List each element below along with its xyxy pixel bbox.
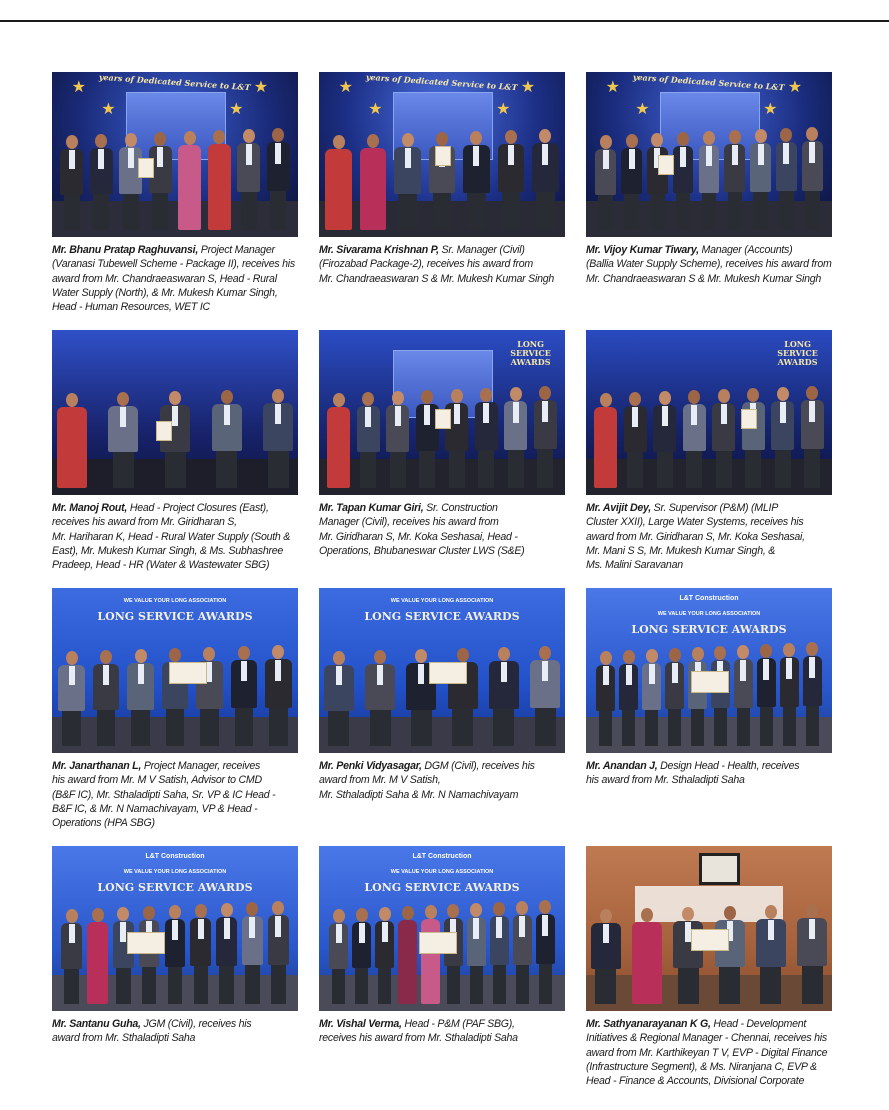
person	[93, 650, 120, 746]
stage-banner: LONG SERVICE AWARDS	[364, 610, 520, 624]
caption-line: Mr. Giridharan S, Mr. Koka Seshasai, Head -	[319, 530, 518, 543]
award-card	[586, 330, 832, 588]
person	[724, 130, 745, 230]
caption-line: his award from Mr. M V Satish, Advisor to CMD	[52, 774, 262, 787]
award-card	[586, 846, 832, 1104]
award-card	[319, 846, 565, 1104]
person	[416, 390, 439, 488]
person	[712, 389, 735, 488]
award-card	[319, 588, 565, 846]
award-card	[52, 330, 298, 588]
person	[624, 392, 647, 488]
stage-banner: years of Dedicated Service to L&T	[98, 72, 252, 93]
person	[263, 389, 293, 488]
award-plaque	[429, 662, 467, 684]
person	[445, 389, 468, 488]
person	[688, 647, 707, 746]
person	[771, 387, 794, 488]
award-plaque	[741, 409, 757, 429]
person	[673, 132, 694, 230]
award-plaque	[658, 155, 674, 175]
award-photo	[52, 72, 298, 237]
person	[489, 647, 519, 746]
person	[57, 393, 87, 488]
award-photo	[52, 846, 298, 1011]
award-caption	[52, 243, 298, 314]
person	[647, 133, 668, 230]
person	[178, 131, 201, 230]
person	[444, 904, 463, 1004]
caption-line: Design Head - Health, receives	[660, 760, 800, 772]
person	[475, 388, 498, 488]
star-icon: ★	[763, 100, 778, 118]
caption-line: DGM (Civil), receives his	[424, 760, 535, 772]
award-caption	[586, 501, 832, 572]
award-photo	[586, 588, 832, 753]
person	[803, 642, 822, 746]
lt-logo: L&T Construction	[412, 852, 472, 860]
person	[715, 906, 745, 1004]
group-of-people	[586, 128, 832, 230]
award-plaque	[691, 929, 729, 951]
lt-logo: L&T Construction	[679, 594, 739, 602]
award-card	[319, 72, 565, 330]
person	[267, 128, 290, 230]
award-card	[52, 72, 298, 330]
awardee-name: Mr. Bhanu Pratap Raghuvansi,	[52, 244, 199, 256]
group-of-people	[52, 386, 298, 488]
person	[780, 643, 799, 746]
star-icon: ★	[338, 79, 354, 97]
caption-line: Water Supply (North), & Mr. Mukesh Kumar Singh,	[52, 286, 278, 299]
award-caption	[319, 501, 565, 558]
caption-line: award from Mr. M V Satish,	[319, 774, 441, 787]
awardee-name: Mr. Anandan J,	[586, 760, 658, 772]
caption-line: Project Manager, receives	[143, 760, 261, 772]
caption-line: award from Mr. Giridharan S, Mr. Koka Seshasai,	[586, 530, 805, 543]
banner-tagline: WE VALUE YOUR LONG ASSOCIATION	[123, 597, 227, 604]
person	[212, 390, 242, 488]
stage-banner: LONG SERVICE AWARDS	[97, 610, 253, 624]
photo-grid	[52, 72, 832, 1104]
person	[536, 900, 555, 1004]
caption-line: Head - P&M (PAF SBG),	[404, 1018, 515, 1030]
award-plaque	[691, 671, 729, 693]
star-icon: ★	[101, 100, 116, 118]
person	[699, 131, 720, 230]
person	[329, 909, 348, 1004]
award-photo	[319, 72, 565, 237]
award-card	[52, 588, 298, 846]
caption-line: (Infrastructure Segment), & Ms. Niranjana C, EVP &	[586, 1060, 817, 1073]
person	[653, 391, 676, 488]
person	[757, 644, 776, 746]
group-of-people	[52, 644, 298, 746]
group-of-people	[52, 128, 298, 230]
person	[386, 391, 409, 488]
caption-line: Mr. Chandraeaswaran S & Mr. Mukesh Kumar Singh	[586, 272, 822, 285]
star-icon: ★	[520, 79, 536, 97]
group-of-people	[319, 386, 565, 488]
person	[683, 390, 706, 488]
awardee-name: Mr. Santanu Guha,	[52, 1018, 141, 1030]
caption-line: award from Mr. Chandraeaswaran S, Head - Rural	[52, 272, 277, 285]
person	[90, 134, 113, 230]
caption-line: B&F IC, & Mr. N Namachivayam, VP & Head -	[52, 802, 258, 815]
person	[596, 651, 615, 746]
caption-line: award from Mr. Sthaladipti Saha	[52, 1032, 196, 1045]
person	[398, 906, 417, 1004]
person	[530, 646, 560, 746]
award-plaque	[435, 146, 451, 166]
group-of-people	[586, 386, 832, 488]
caption-line: Mr. Mani S S, Mr. Mukesh Kumar Singh, &	[586, 544, 776, 557]
person	[513, 901, 532, 1004]
award-caption	[586, 243, 832, 286]
person	[58, 651, 85, 746]
star-icon: ★	[635, 100, 650, 118]
person	[60, 135, 83, 230]
person	[467, 903, 486, 1004]
top-divider	[0, 20, 889, 22]
caption-line: award from Mr. Karthikeyan T V, EVP - Digital Finance	[586, 1046, 828, 1059]
awardee-name: Mr. Sathyanarayanan K G,	[586, 1018, 711, 1030]
caption-line: Ms. Malini Saravanan	[586, 559, 683, 572]
award-caption	[52, 1017, 298, 1046]
award-plaque	[169, 662, 207, 684]
person	[802, 127, 823, 230]
star-icon: ★	[605, 79, 621, 97]
caption-line: Mr. Sthaladipti Saha & Mr. N Namachivayam	[319, 788, 519, 801]
person	[776, 128, 797, 230]
award-plaque	[419, 932, 457, 954]
awardee-name: Mr. Penki Vidyasagar,	[319, 760, 422, 772]
star-icon: ★	[496, 100, 511, 118]
award-plaque	[435, 409, 451, 429]
stage-banner: LONG SERVICE AWARDS	[97, 881, 253, 895]
award-caption	[586, 759, 832, 788]
person	[632, 908, 662, 1004]
stage-banner: years of Dedicated Service to L&T	[632, 72, 786, 93]
person	[594, 393, 617, 488]
person	[208, 130, 231, 230]
person	[619, 650, 638, 746]
person	[742, 388, 765, 488]
person	[352, 908, 371, 1004]
stage-banner: LONG SERVICE AWARDS	[777, 338, 818, 367]
person	[324, 651, 354, 746]
caption-line: Manager (Civil), receives his award from	[319, 516, 499, 529]
caption-line: (Firozabad Package-2), receives his award from	[319, 258, 533, 271]
person	[216, 903, 237, 1004]
caption-line: Sr. Supervisor (P&M) (MLIP	[653, 502, 779, 514]
award-photo	[586, 846, 832, 1011]
awardee-name: Mr. Avijit Dey,	[586, 502, 651, 514]
award-plaque	[138, 158, 154, 178]
awardee-name: Mr. Tapan Kumar Giri,	[319, 502, 424, 514]
caption-line: Head - Finance & Accounts, Divisional Corporate	[586, 1075, 805, 1088]
person	[108, 392, 138, 488]
caption-line: JGM (Civil), receives his	[143, 1018, 252, 1030]
award-card	[586, 72, 832, 330]
caption-line: East), Mr. Mukesh Kumar Singh, & Ms. Subhashree	[52, 544, 284, 557]
person	[621, 134, 642, 230]
stage-banner: LONG SERVICE AWARDS	[510, 338, 551, 367]
caption-line: Sr. Construction	[426, 502, 498, 514]
person	[797, 904, 827, 1004]
awardee-name: Mr. Sivarama Krishnan P,	[319, 244, 439, 256]
person	[149, 132, 172, 230]
award-photo	[319, 330, 565, 495]
caption-line: (Varanasi Tubewell Scheme - Package II), receives his	[52, 258, 295, 271]
star-icon: ★	[787, 79, 803, 97]
person	[190, 904, 211, 1004]
lt-logo: L&T Construction	[145, 852, 205, 860]
person	[268, 901, 289, 1004]
person	[673, 907, 703, 1004]
group-of-people	[319, 128, 565, 230]
caption-line: Head - Development	[713, 1018, 807, 1030]
banner-tagline: WE VALUE YOUR LONG ASSOCIATION	[390, 597, 494, 604]
award-caption	[319, 243, 565, 286]
caption-line: (Ballia Water Supply Scheme), receives his award from	[586, 258, 832, 271]
awardee-name: Mr. Janarthanan L,	[52, 760, 142, 772]
person	[139, 906, 160, 1004]
person	[532, 129, 559, 230]
stage-banner: LONG SERVICE AWARDS	[364, 881, 520, 895]
stage-banner: LONG SERVICE AWARDS	[631, 623, 787, 637]
person	[265, 645, 292, 746]
person	[119, 133, 142, 230]
person	[357, 392, 380, 488]
caption-line: receives his award from Mr. Sthaladipti Saha	[319, 1032, 518, 1045]
award-caption	[52, 759, 298, 830]
caption-line: Manager (Accounts)	[701, 244, 793, 256]
group-of-people	[52, 902, 298, 1004]
caption-line: Cluster XXII), Large Water Systems, receives his	[586, 516, 804, 529]
person	[665, 648, 684, 746]
star-icon: ★	[71, 79, 87, 97]
person	[325, 135, 352, 230]
caption-line: Head - Project Closures (East),	[129, 502, 269, 514]
caption-line: Initiatives & Regional Manager - Chennai, receives his	[586, 1032, 827, 1045]
star-icon: ★	[229, 100, 244, 118]
person	[534, 386, 557, 488]
person	[231, 646, 258, 746]
star-icon: ★	[368, 100, 383, 118]
person	[801, 386, 824, 488]
award-photo	[52, 330, 298, 495]
person	[360, 134, 387, 230]
person	[756, 905, 786, 1004]
person	[165, 905, 186, 1004]
award-card	[586, 588, 832, 846]
caption-line: his award from Mr. Sthaladipti Saha	[586, 774, 745, 787]
person	[61, 909, 82, 1004]
caption-line: (B&F IC), Mr. Sthaladipti Saha, Sr. VP & IC Head -	[52, 788, 276, 801]
award-plaque	[127, 932, 165, 954]
banner-tagline: WE VALUE YOUR LONG ASSOCIATION	[390, 869, 494, 876]
awardee-name: Mr. Vijoy Kumar Tiwary,	[586, 244, 699, 256]
award-caption	[319, 1017, 565, 1046]
awardee-name: Mr. Manoj Rout,	[52, 502, 128, 514]
wall-frame	[699, 853, 739, 885]
person	[750, 129, 771, 230]
person	[595, 135, 616, 230]
person	[242, 902, 263, 1004]
group-of-people	[586, 902, 832, 1004]
award-caption	[52, 501, 298, 572]
group-of-people	[319, 644, 565, 746]
caption-line: receives his award from Mr. Giridharan S,	[52, 516, 237, 529]
caption-line: Mr. Chandraeaswaran S & Mr. Mukesh Kumar Singh	[319, 272, 555, 285]
person	[498, 130, 525, 230]
award-plaque	[156, 421, 172, 441]
awardee-name: Mr. Vishal Verma,	[319, 1018, 402, 1030]
person	[734, 645, 753, 746]
caption-line: Head - Human Resources, WET IC	[52, 301, 210, 314]
caption-line: Sr. Manager (Civil)	[441, 244, 525, 256]
group-of-people	[586, 644, 832, 746]
award-caption	[319, 759, 565, 802]
caption-line: Operations, Bhubaneswar Cluster LWS (S&E)	[319, 544, 525, 557]
award-photo	[586, 72, 832, 237]
caption-line: Mr. Hariharan K, Head - Rural Water Supply (South &	[52, 530, 291, 543]
person	[711, 646, 730, 746]
banner-tagline: WE VALUE YOUR LONG ASSOCIATION	[657, 611, 761, 618]
award-photo	[319, 588, 565, 753]
caption-line: Pradeep, Head - HR (Water & Wastewater SBG)	[52, 559, 270, 572]
banner-tagline: WE VALUE YOUR LONG ASSOCIATION	[123, 869, 227, 876]
person	[87, 908, 108, 1004]
person	[327, 393, 350, 488]
award-photo	[586, 330, 832, 495]
person	[642, 649, 661, 746]
caption-line: Project Manager	[200, 244, 275, 256]
person	[394, 133, 421, 230]
person	[375, 907, 394, 1004]
person	[237, 129, 260, 230]
award-card	[52, 846, 298, 1104]
award-photo	[52, 588, 298, 753]
award-photo	[319, 846, 565, 1011]
award-caption	[586, 1017, 832, 1088]
person	[463, 131, 490, 230]
person	[490, 902, 509, 1004]
award-card	[319, 330, 565, 588]
person	[421, 905, 440, 1004]
person	[127, 649, 154, 746]
person	[504, 387, 527, 488]
caption-line: Operations (HPA SBG)	[52, 817, 155, 830]
person	[113, 907, 134, 1004]
stage-banner: years of Dedicated Service to L&T	[365, 72, 519, 93]
star-icon: ★	[253, 79, 269, 97]
person	[365, 650, 395, 746]
person	[591, 909, 621, 1004]
